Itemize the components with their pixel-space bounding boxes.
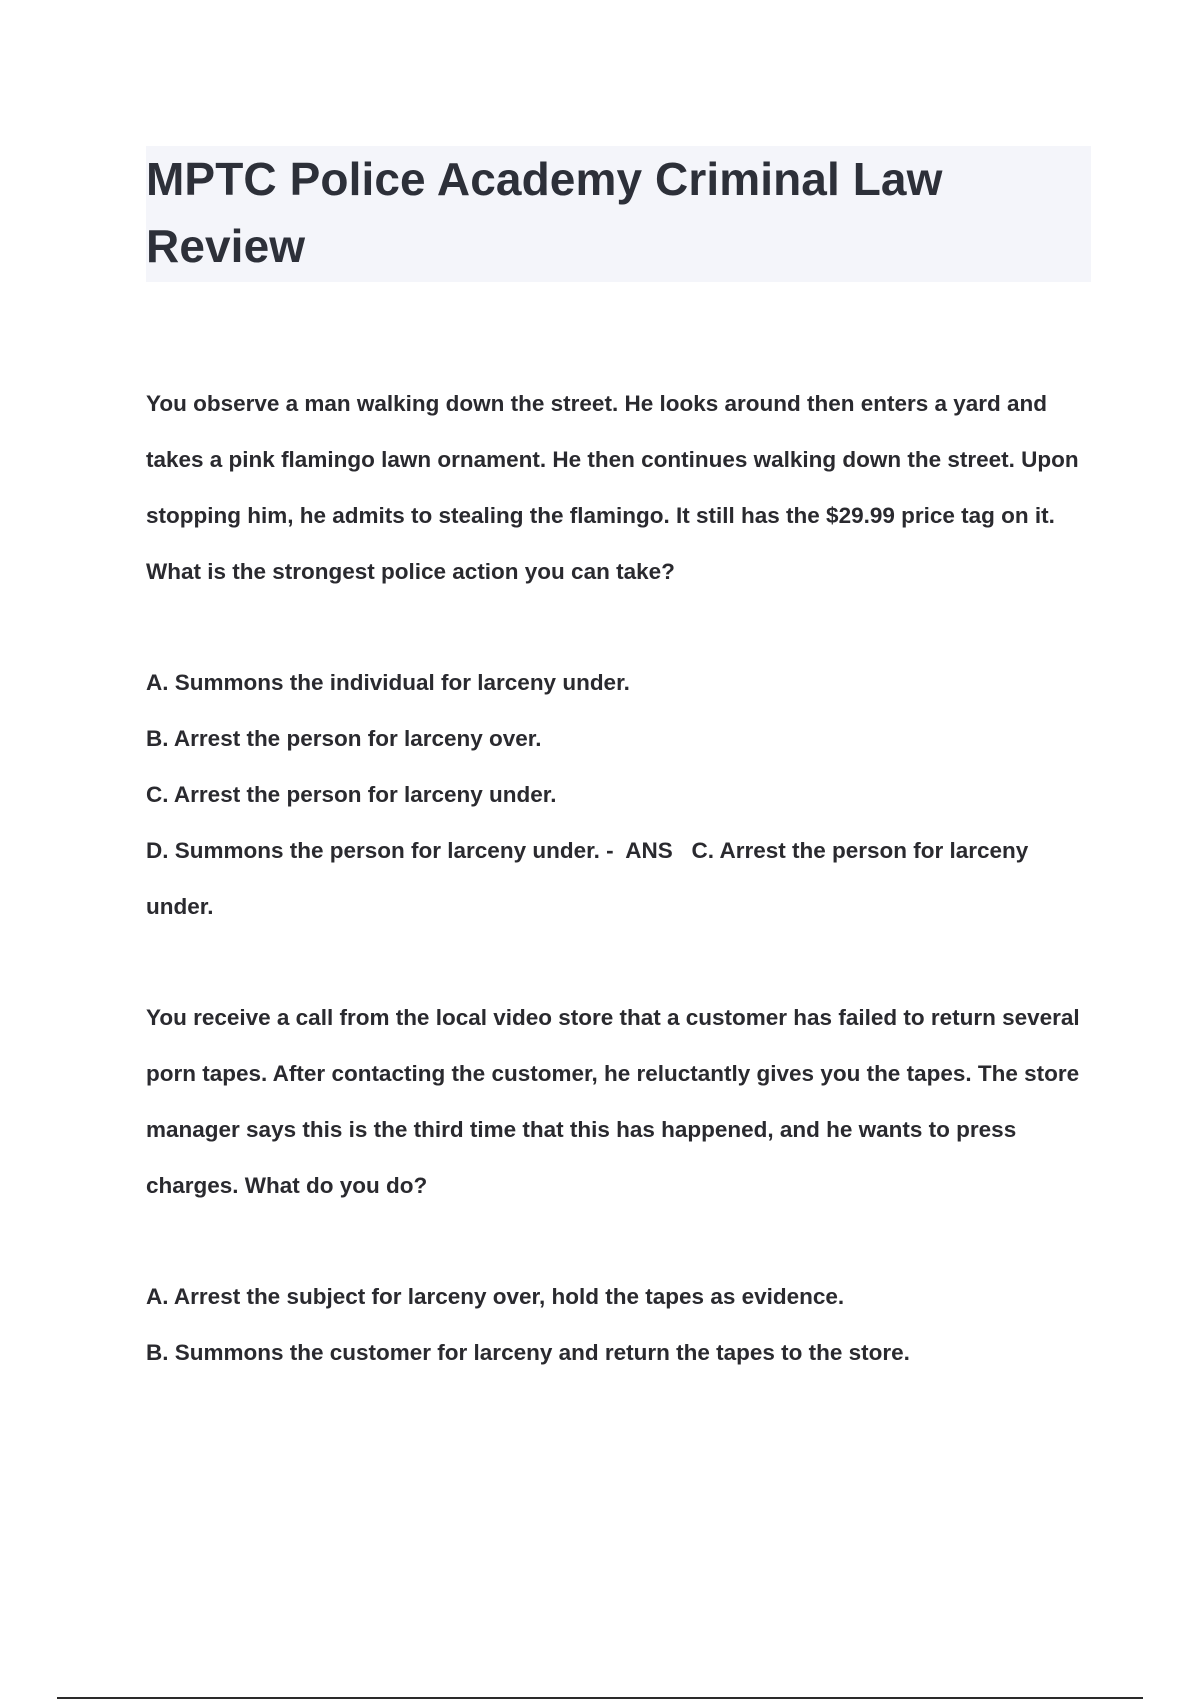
footer-divider	[57, 1697, 1143, 1699]
option-d-with-answer	[146, 823, 1091, 935]
option-list	[146, 1269, 1091, 1381]
title-banner	[146, 146, 1091, 282]
document-body	[146, 376, 1091, 1381]
option-c: C. Arrest the person for larceny under.	[146, 782, 557, 807]
option-a: A. Arrest the subject for larceny over, hold the tapes as evidence.	[146, 1284, 845, 1309]
spacer	[146, 935, 1091, 990]
option-b: B. Arrest the person for larceny over.	[146, 726, 542, 751]
answer-label: ANS	[625, 838, 673, 863]
option-a: A. Summons the individual for larceny under.	[146, 670, 630, 695]
option-d: D. Summons the person for larceny under. -	[146, 838, 614, 863]
question-text: You receive a call from the local video store that a customer has failed to return several porn tapes. After contacting the customer, he reluctantly gives you the tapes. The store manager says this is the third time that this has happened, and he wants to press charges. What do you do?	[146, 1005, 1080, 1198]
question-block-1	[146, 376, 1091, 935]
spacer	[146, 1214, 1091, 1269]
option-list	[146, 655, 1091, 935]
spacer	[146, 600, 1091, 655]
answer-text: C. Arrest the person for larceny under.	[146, 838, 1029, 919]
page-title: MPTC Police Academy Criminal Law Review	[146, 153, 943, 272]
question-block-2	[146, 990, 1091, 1381]
option-b: B. Summons the customer for larceny and return the tapes to the store.	[146, 1340, 910, 1365]
question-text: You observe a man walking down the street. He looks around then enters a yard and takes a pink flamingo lawn ornament. He then continues walking down the street. Upon stopping him, he admits to stealing the flamingo. It still has the $29.99 price tag on it. What is the strongest police action you can take?	[146, 391, 1079, 584]
